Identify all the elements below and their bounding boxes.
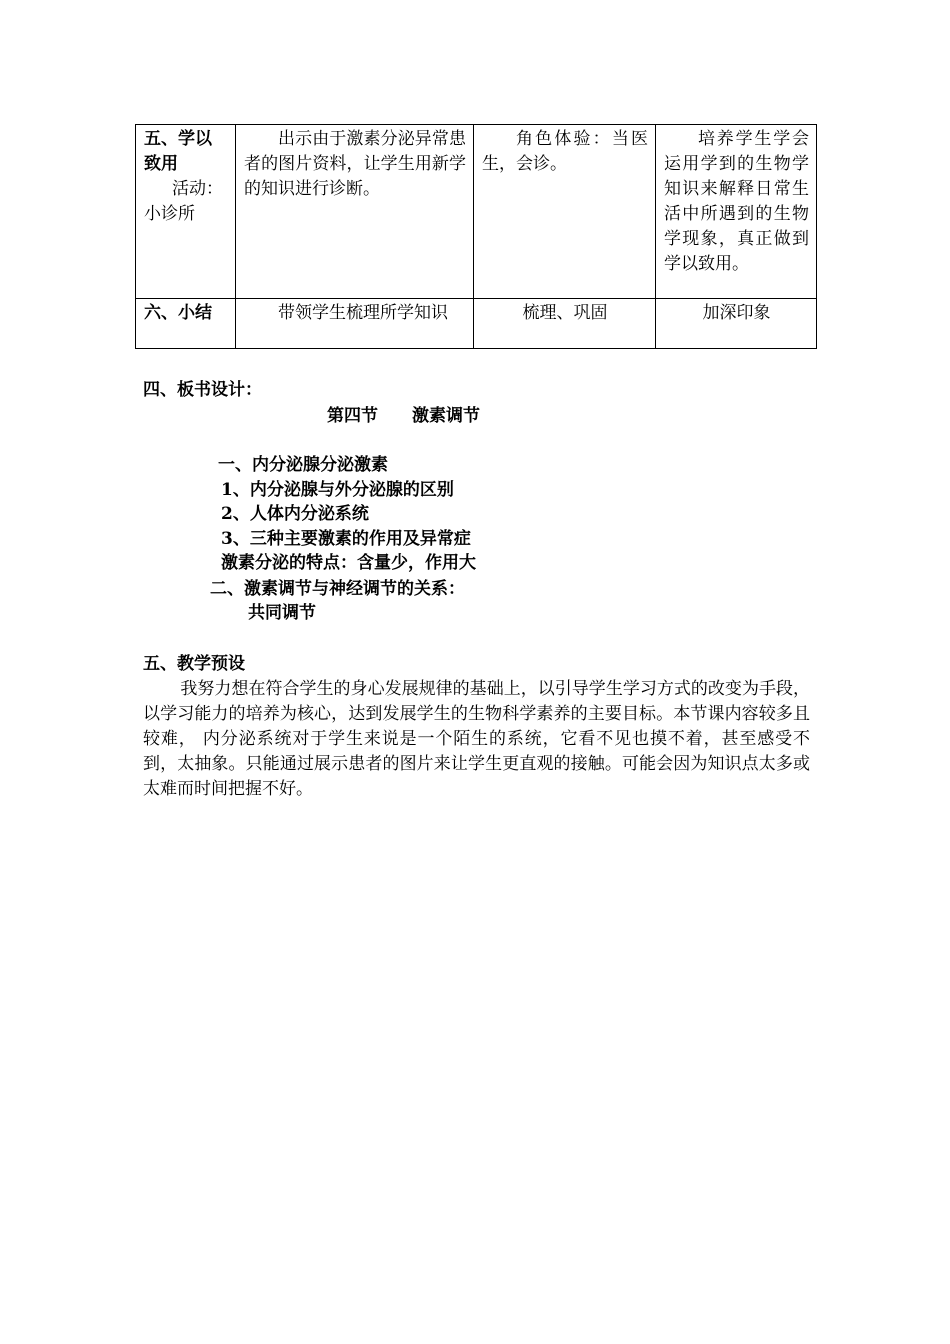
student-activity-cell: 梳理、巩固 (474, 299, 656, 349)
teacher-activity-cell: 带领学生梳理所学知识 (236, 299, 474, 349)
board-title: 第四节 激素调节 (327, 406, 480, 426)
design-intent-cell: 加深印象 (656, 299, 817, 349)
activity-label: 活动： (172, 179, 223, 199)
board-line: 激素分泌的特点：含量少，作用大 (221, 553, 476, 573)
teaching-preview-text: 我努力想在符合学生的身心发展规律的基础上，以引导学生学习方式的改变为手段，以学习能力的培养为核心，达到发展学生的生物科学素养的主要目标。本节课内容较多且较难， 内分泌系统对于学生来说是一个陌生的系统，它看不见也摸不着，甚至感受不到，太抽象。只能通过展示患者的图片来让学生更直观的接触。可能会因为知识点太多或太难而时间把握不好。 (143, 679, 810, 799)
stage-cell: 六、小结 (136, 299, 236, 349)
teacher-activity-cell: 出示由于激素分泌异常患者的图片资料，让学生用新学的知识进行诊断。 (236, 125, 474, 299)
teaching-preview-heading: 五、教学预设 (143, 654, 245, 674)
board-design-heading: 四、板书设计： (143, 380, 262, 400)
board-line: 3、三种主要激素的作用及异常症 (221, 529, 471, 549)
design-intent-cell: 培养学生学会运用学到的生物学知识来解释日常生活中所遇到的生物学现象，真正做到学以致用。 (656, 125, 817, 299)
stage-cell (136, 125, 236, 299)
stage-title-line2: 致用 (144, 154, 178, 174)
table-row (136, 299, 817, 349)
student-activity-cell: 角色体验：当医生，会诊。 (474, 125, 656, 299)
table-row (136, 125, 817, 299)
board-line: 二、激素调节与神经调节的关系： (210, 579, 465, 599)
board-line: 2、人体内分泌系统 (221, 504, 369, 524)
board-line: 1、内分泌腺与外分泌腺的区别 (221, 480, 454, 500)
stage-title-line1: 五、学以 (144, 129, 212, 149)
board-line: 共同调节 (248, 603, 316, 623)
activity-name: 小诊所 (144, 204, 195, 224)
board-line: 一、内分泌腺分泌激素 (218, 455, 388, 475)
lesson-plan-table (135, 124, 817, 349)
